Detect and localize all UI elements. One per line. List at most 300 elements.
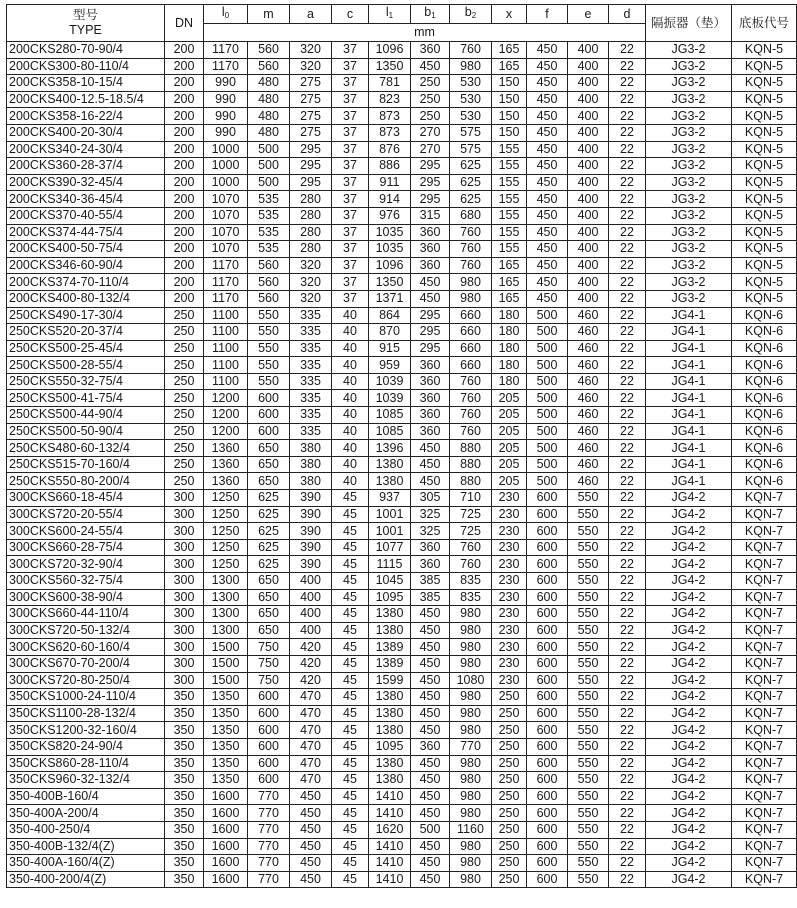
cell-x: 230 (492, 490, 527, 507)
table-row (7, 440, 797, 457)
cell-b2: 980 (450, 655, 492, 672)
cell-type: 200CKS390-32-45/4 (7, 174, 165, 191)
cell-type: 200CKS340-24-30/4 (7, 141, 165, 158)
cell-x: 165 (492, 58, 527, 75)
cell-f: 500 (527, 423, 568, 440)
cell-b2: 980 (450, 838, 492, 855)
cell-baseplate: KQN-6 (732, 340, 797, 357)
cell-isolator: JG4-1 (646, 473, 732, 490)
cell-x: 165 (492, 274, 527, 291)
cell-dn: 350 (165, 755, 204, 772)
cell-baseplate: KQN-6 (732, 456, 797, 473)
cell-f: 600 (527, 821, 568, 838)
cell-x: 250 (492, 722, 527, 739)
table-row (7, 407, 797, 424)
cell-e: 550 (568, 689, 609, 706)
cell-baseplate: KQN-6 (732, 373, 797, 390)
cell-c: 45 (332, 606, 369, 623)
cell-baseplate: KQN-5 (732, 42, 797, 59)
cell-b2: 760 (450, 390, 492, 407)
cell-baseplate: KQN-6 (732, 307, 797, 324)
cell-f: 600 (527, 855, 568, 872)
cell-x: 155 (492, 141, 527, 158)
cell-isolator: JG4-2 (646, 539, 732, 556)
cell-m: 625 (248, 490, 290, 507)
cell-type: 350-400-200/4(Z) (7, 871, 165, 888)
cell-e: 550 (568, 606, 609, 623)
cell-x: 205 (492, 456, 527, 473)
cell-d: 22 (609, 108, 646, 125)
cell-c: 45 (332, 838, 369, 855)
table-row (7, 191, 797, 208)
cell-m: 650 (248, 589, 290, 606)
cell-a: 335 (290, 340, 332, 357)
cell-type: 300CKS720-32-90/4 (7, 556, 165, 573)
cell-f: 500 (527, 407, 568, 424)
cell-x: 155 (492, 224, 527, 241)
cell-c: 45 (332, 788, 369, 805)
cell-a: 450 (290, 871, 332, 888)
cell-type: 300CKS620-60-160/4 (7, 639, 165, 656)
cell-l0: 1600 (204, 821, 248, 838)
cell-type: 300CKS670-70-200/4 (7, 655, 165, 672)
cell-l1: 1095 (369, 738, 411, 755)
cell-d: 22 (609, 788, 646, 805)
cell-b1: 450 (411, 672, 450, 689)
cell-c: 45 (332, 539, 369, 556)
cell-d: 22 (609, 174, 646, 191)
cell-isolator: JG4-1 (646, 324, 732, 341)
cell-l1: 1371 (369, 290, 411, 307)
cell-l1: 976 (369, 207, 411, 224)
cell-x: 150 (492, 108, 527, 125)
cell-l0: 1350 (204, 755, 248, 772)
cell-x: 250 (492, 871, 527, 888)
cell-isolator: JG3-2 (646, 58, 732, 75)
cell-dn: 250 (165, 440, 204, 457)
cell-f: 600 (527, 722, 568, 739)
cell-dn: 250 (165, 456, 204, 473)
cell-f: 600 (527, 772, 568, 789)
cell-m: 750 (248, 655, 290, 672)
cell-l1: 1410 (369, 855, 411, 872)
table-row (7, 141, 797, 158)
cell-d: 22 (609, 523, 646, 540)
cell-b2: 760 (450, 241, 492, 258)
cell-baseplate: KQN-6 (732, 357, 797, 374)
cell-d: 22 (609, 224, 646, 241)
cell-baseplate: KQN-5 (732, 174, 797, 191)
cell-isolator: JG4-2 (646, 490, 732, 507)
cell-isolator: JG4-1 (646, 456, 732, 473)
cell-f: 600 (527, 490, 568, 507)
cell-type: 200CKS358-16-22/4 (7, 108, 165, 125)
cell-e: 460 (568, 423, 609, 440)
cell-a: 450 (290, 805, 332, 822)
table-row (7, 108, 797, 125)
cell-a: 335 (290, 373, 332, 390)
cell-m: 600 (248, 738, 290, 755)
cell-c: 40 (332, 440, 369, 457)
cell-type: 300CKS560-32-75/4 (7, 573, 165, 590)
table-row (7, 738, 797, 755)
cell-l0: 1170 (204, 257, 248, 274)
cell-a: 450 (290, 855, 332, 872)
cell-l1: 876 (369, 141, 411, 158)
cell-f: 450 (527, 174, 568, 191)
cell-m: 770 (248, 821, 290, 838)
cell-l1: 1095 (369, 589, 411, 606)
cell-l0: 1100 (204, 357, 248, 374)
cell-d: 22 (609, 821, 646, 838)
cell-type: 350-400-250/4 (7, 821, 165, 838)
cell-baseplate: KQN-7 (732, 821, 797, 838)
cell-x: 180 (492, 373, 527, 390)
cell-e: 460 (568, 307, 609, 324)
cell-m: 560 (248, 257, 290, 274)
cell-e: 460 (568, 440, 609, 457)
cell-type: 250CKS490-17-30/4 (7, 307, 165, 324)
cell-e: 550 (568, 622, 609, 639)
cell-type: 300CKS600-38-90/4 (7, 589, 165, 606)
cell-x: 250 (492, 738, 527, 755)
cell-c: 37 (332, 108, 369, 125)
cell-f: 600 (527, 622, 568, 639)
cell-type: 250CKS500-25-45/4 (7, 340, 165, 357)
cell-e: 400 (568, 207, 609, 224)
cell-e: 460 (568, 324, 609, 341)
cell-f: 450 (527, 207, 568, 224)
cell-type: 350CKS860-28-110/4 (7, 755, 165, 772)
cell-e: 460 (568, 473, 609, 490)
cell-a: 320 (290, 42, 332, 59)
cell-isolator: JG3-2 (646, 241, 732, 258)
cell-dn: 350 (165, 738, 204, 755)
cell-l1: 1045 (369, 573, 411, 590)
cell-b1: 270 (411, 141, 450, 158)
cell-m: 600 (248, 423, 290, 440)
cell-x: 230 (492, 672, 527, 689)
cell-x: 155 (492, 174, 527, 191)
cell-l0: 1100 (204, 324, 248, 341)
cell-l1: 1380 (369, 473, 411, 490)
cell-type: 200CKS400-20-30/4 (7, 124, 165, 141)
table-row (7, 573, 797, 590)
cell-a: 380 (290, 473, 332, 490)
cell-baseplate: KQN-7 (732, 838, 797, 855)
cell-c: 40 (332, 307, 369, 324)
cell-d: 22 (609, 274, 646, 291)
cell-dn: 350 (165, 871, 204, 888)
cell-e: 400 (568, 191, 609, 208)
cell-dn: 300 (165, 622, 204, 639)
cell-e: 400 (568, 224, 609, 241)
cell-l1: 1380 (369, 772, 411, 789)
cell-l0: 1000 (204, 174, 248, 191)
cell-isolator: JG4-1 (646, 423, 732, 440)
col-header-e: e (568, 5, 609, 24)
cell-baseplate: KQN-7 (732, 606, 797, 623)
cell-baseplate: KQN-7 (732, 539, 797, 556)
cell-isolator: JG4-2 (646, 573, 732, 590)
cell-f: 450 (527, 158, 568, 175)
cell-f: 500 (527, 307, 568, 324)
cell-e: 550 (568, 821, 609, 838)
cell-b2: 660 (450, 324, 492, 341)
cell-c: 45 (332, 589, 369, 606)
cell-l1: 873 (369, 108, 411, 125)
cell-isolator: JG4-1 (646, 440, 732, 457)
cell-baseplate: KQN-7 (732, 871, 797, 888)
cell-type: 250CKS550-32-75/4 (7, 373, 165, 390)
cell-e: 400 (568, 241, 609, 258)
cell-b2: 530 (450, 91, 492, 108)
cell-l0: 990 (204, 75, 248, 92)
cell-isolator: JG3-2 (646, 174, 732, 191)
cell-dn: 200 (165, 191, 204, 208)
cell-baseplate: KQN-6 (732, 407, 797, 424)
cell-dn: 200 (165, 42, 204, 59)
cell-baseplate: KQN-7 (732, 573, 797, 590)
cell-m: 770 (248, 855, 290, 872)
cell-l0: 1500 (204, 672, 248, 689)
cell-baseplate: KQN-5 (732, 91, 797, 108)
cell-type: 350-400B-160/4 (7, 788, 165, 805)
cell-type: 350CKS1200-32-160/4 (7, 722, 165, 739)
cell-a: 400 (290, 622, 332, 639)
cell-l0: 1070 (204, 224, 248, 241)
cell-type: 350-400A-160/4(Z) (7, 855, 165, 872)
cell-dn: 250 (165, 340, 204, 357)
cell-x: 230 (492, 639, 527, 656)
table-row (7, 755, 797, 772)
table-row (7, 158, 797, 175)
table-row (7, 523, 797, 540)
cell-x: 155 (492, 158, 527, 175)
cell-l1: 1410 (369, 838, 411, 855)
cell-f: 600 (527, 639, 568, 656)
cell-a: 335 (290, 324, 332, 341)
col-header-a: a (290, 5, 332, 24)
cell-isolator: JG4-2 (646, 523, 732, 540)
cell-isolator: JG4-1 (646, 373, 732, 390)
cell-e: 400 (568, 91, 609, 108)
cell-d: 22 (609, 805, 646, 822)
table-row (7, 340, 797, 357)
cell-baseplate: KQN-7 (732, 490, 797, 507)
cell-d: 22 (609, 407, 646, 424)
cell-b2: 725 (450, 506, 492, 523)
cell-isolator: JG4-2 (646, 772, 732, 789)
cell-e: 550 (568, 805, 609, 822)
cell-b1: 450 (411, 871, 450, 888)
cell-b1: 250 (411, 108, 450, 125)
table-row (7, 689, 797, 706)
cell-m: 625 (248, 523, 290, 540)
cell-c: 37 (332, 58, 369, 75)
cell-baseplate: KQN-5 (732, 191, 797, 208)
table-row (7, 805, 797, 822)
cell-b1: 360 (411, 390, 450, 407)
cell-b1: 295 (411, 340, 450, 357)
table-row (7, 307, 797, 324)
cell-b1: 500 (411, 821, 450, 838)
cell-l1: 1035 (369, 241, 411, 258)
cell-isolator: JG3-2 (646, 257, 732, 274)
cell-a: 450 (290, 788, 332, 805)
cell-a: 320 (290, 257, 332, 274)
cell-m: 550 (248, 373, 290, 390)
col-header-b1: $b_1$ (411, 5, 450, 24)
cell-dn: 200 (165, 75, 204, 92)
cell-d: 22 (609, 191, 646, 208)
cell-type: 200CKS280-70-90/4 (7, 42, 165, 59)
table-row (7, 871, 797, 888)
cell-c: 37 (332, 75, 369, 92)
cell-a: 275 (290, 108, 332, 125)
cell-baseplate: KQN-7 (732, 855, 797, 872)
cell-b1: 450 (411, 440, 450, 457)
cell-m: 650 (248, 456, 290, 473)
cell-dn: 300 (165, 490, 204, 507)
cell-x: 205 (492, 390, 527, 407)
cell-l0: 1350 (204, 705, 248, 722)
cell-a: 400 (290, 573, 332, 590)
cell-x: 230 (492, 622, 527, 639)
cell-isolator: JG4-2 (646, 805, 732, 822)
cell-d: 22 (609, 639, 646, 656)
cell-m: 750 (248, 639, 290, 656)
cell-l0: 1250 (204, 490, 248, 507)
cell-b1: 295 (411, 158, 450, 175)
cell-type: 200CKS374-70-110/4 (7, 274, 165, 291)
cell-l1: 1599 (369, 672, 411, 689)
cell-e: 460 (568, 373, 609, 390)
cell-b2: 760 (450, 407, 492, 424)
cell-m: 560 (248, 274, 290, 291)
cell-b2: 980 (450, 639, 492, 656)
cell-m: 480 (248, 124, 290, 141)
cell-x: 230 (492, 655, 527, 672)
cell-f: 600 (527, 655, 568, 672)
cell-dn: 300 (165, 672, 204, 689)
cell-l0: 990 (204, 108, 248, 125)
cell-f: 600 (527, 738, 568, 755)
col-header-m: m (248, 5, 290, 24)
cell-m: 770 (248, 805, 290, 822)
cell-dn: 350 (165, 855, 204, 872)
cell-type: 300CKS660-18-45/4 (7, 490, 165, 507)
cell-b2: 680 (450, 207, 492, 224)
cell-d: 22 (609, 257, 646, 274)
cell-l1: 886 (369, 158, 411, 175)
cell-x: 205 (492, 423, 527, 440)
cell-c: 45 (332, 821, 369, 838)
cell-d: 22 (609, 91, 646, 108)
cell-x: 150 (492, 91, 527, 108)
cell-f: 600 (527, 672, 568, 689)
cell-c: 37 (332, 91, 369, 108)
cell-baseplate: KQN-6 (732, 473, 797, 490)
cell-f: 450 (527, 257, 568, 274)
cell-isolator: JG4-1 (646, 307, 732, 324)
cell-x: 230 (492, 573, 527, 590)
cell-l1: 1380 (369, 622, 411, 639)
cell-f: 500 (527, 340, 568, 357)
cell-baseplate: KQN-7 (732, 655, 797, 672)
cell-b1: 295 (411, 174, 450, 191)
cell-m: 600 (248, 705, 290, 722)
cell-b1: 450 (411, 606, 450, 623)
cell-b1: 325 (411, 506, 450, 523)
cell-l0: 1360 (204, 440, 248, 457)
cell-dn: 250 (165, 390, 204, 407)
cell-l0: 1170 (204, 58, 248, 75)
cell-type: 300CKS660-44-110/4 (7, 606, 165, 623)
cell-c: 45 (332, 855, 369, 872)
cell-b2: 760 (450, 556, 492, 573)
cell-m: 550 (248, 357, 290, 374)
cell-e: 400 (568, 124, 609, 141)
cell-c: 45 (332, 556, 369, 573)
cell-dn: 200 (165, 158, 204, 175)
type-header (7, 5, 165, 42)
table-row (7, 506, 797, 523)
cell-b2: 835 (450, 573, 492, 590)
cell-x: 205 (492, 473, 527, 490)
cell-isolator: JG4-2 (646, 788, 732, 805)
cell-c: 45 (332, 722, 369, 739)
cell-e: 550 (568, 722, 609, 739)
cell-x: 165 (492, 257, 527, 274)
cell-l1: 781 (369, 75, 411, 92)
cell-f: 450 (527, 241, 568, 258)
cell-c: 45 (332, 689, 369, 706)
cell-c: 40 (332, 373, 369, 390)
cell-e: 400 (568, 75, 609, 92)
cell-type: 300CKS720-20-55/4 (7, 506, 165, 523)
cell-a: 335 (290, 357, 332, 374)
cell-l1: 1096 (369, 42, 411, 59)
cell-d: 22 (609, 490, 646, 507)
cell-baseplate: KQN-7 (732, 805, 797, 822)
cell-a: 295 (290, 141, 332, 158)
cell-type: 350-400A-200/4 (7, 805, 165, 822)
cell-f: 500 (527, 440, 568, 457)
cell-x: 150 (492, 124, 527, 141)
cell-l1: 1085 (369, 423, 411, 440)
cell-b1: 250 (411, 75, 450, 92)
cell-dn: 250 (165, 407, 204, 424)
cell-b2: 625 (450, 158, 492, 175)
cell-isolator: JG4-2 (646, 639, 732, 656)
cell-b2: 980 (450, 290, 492, 307)
cell-b2: 980 (450, 788, 492, 805)
cell-isolator: JG3-2 (646, 158, 732, 175)
cell-l0: 1100 (204, 340, 248, 357)
cell-c: 37 (332, 158, 369, 175)
cell-type: 200CKS400-50-75/4 (7, 241, 165, 258)
cell-a: 380 (290, 440, 332, 457)
cell-e: 460 (568, 390, 609, 407)
cell-a: 275 (290, 124, 332, 141)
cell-a: 380 (290, 456, 332, 473)
cell-a: 470 (290, 772, 332, 789)
cell-m: 650 (248, 606, 290, 623)
cell-b1: 450 (411, 722, 450, 739)
cell-type: 250CKS500-50-90/4 (7, 423, 165, 440)
cell-l0: 1600 (204, 871, 248, 888)
